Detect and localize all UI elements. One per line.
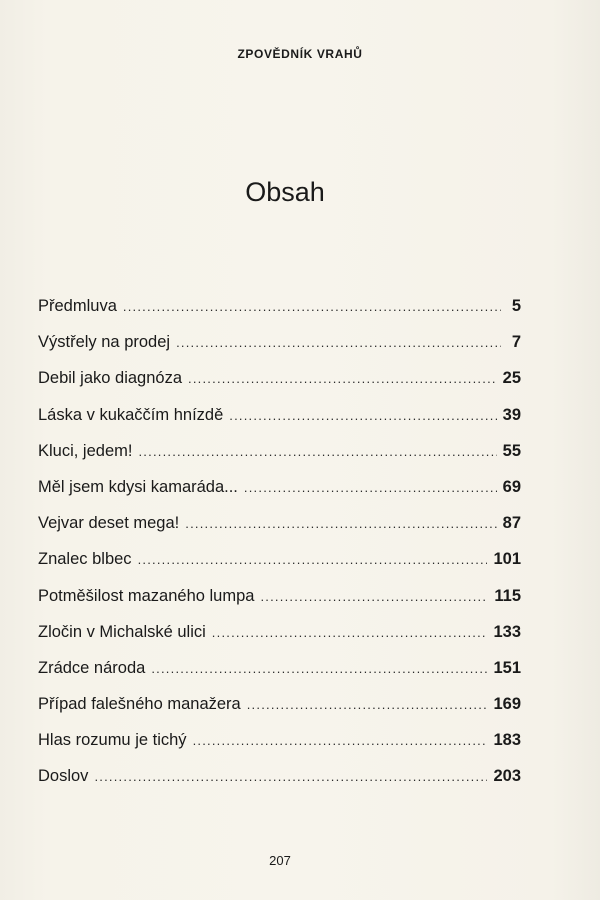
toc-entry-title: Předmluva — [38, 297, 117, 315]
table-of-contents — [38, 291, 521, 798]
toc-entry[interactable] — [38, 617, 521, 653]
dot-leader — [94, 762, 487, 792]
toc-entry-page: 39 — [502, 405, 521, 424]
dot-leader — [244, 473, 497, 503]
toc-entry[interactable] — [38, 327, 521, 363]
toc-entry-title: Zločin v Michalské ulici — [38, 622, 206, 641]
toc-entry[interactable] — [38, 581, 521, 617]
toc-entry-title: Případ falešného manažera — [38, 695, 241, 714]
running-head: ZPOVĚDNÍK VRAHŮ — [237, 47, 363, 61]
toc-entry-page: 69 — [502, 477, 521, 496]
dot-leader — [185, 509, 496, 539]
toc-entry-page: 7 — [511, 333, 521, 352]
toc-entry-page: 5 — [511, 297, 521, 315]
toc-entry-title: Doslov — [38, 767, 89, 786]
toc-entry-title: Výstřely na prodej — [38, 333, 171, 352]
dot-leader — [138, 545, 488, 575]
toc-entry-page: 115 — [494, 586, 521, 605]
toc-entry-page: 183 — [493, 731, 521, 750]
toc-entry-title: Potměšilost mazaného lumpa — [38, 586, 255, 605]
toc-entry-title: Znalec blbec — [38, 550, 132, 569]
toc-entry[interactable] — [38, 472, 521, 508]
dot-leader — [138, 437, 496, 467]
toc-entry-page: 87 — [502, 514, 521, 533]
toc-entry-title: Kluci, jedem! — [38, 441, 133, 460]
toc-entry[interactable] — [38, 544, 521, 580]
toc-entry-page: 133 — [493, 622, 521, 641]
dot-leader — [123, 292, 501, 322]
dot-leader — [176, 328, 501, 358]
toc-entry-page: 203 — [493, 767, 521, 786]
toc-entry-title: Zrádce národa — [38, 658, 146, 677]
page-title: Obsah — [245, 177, 325, 208]
toc-entry-page: 169 — [493, 695, 521, 714]
toc-entry-title: Láska v kukaččím hnízdě — [38, 405, 224, 424]
dot-leader — [212, 618, 488, 648]
toc-entry-page: 55 — [502, 441, 521, 460]
dot-leader — [151, 654, 487, 684]
toc-entry[interactable] — [38, 761, 521, 797]
dot-leader — [229, 401, 496, 431]
toc-entry-title: Hlas rozumu je tichý — [38, 731, 187, 750]
toc-entry[interactable] — [38, 436, 521, 472]
dot-leader — [188, 364, 497, 394]
toc-entry[interactable] — [38, 400, 521, 436]
toc-entry-title: Debil jako diagnóza — [38, 369, 183, 388]
toc-entry[interactable] — [38, 508, 521, 544]
toc-entry[interactable] — [38, 653, 521, 689]
toc-entry-title: Vejvar deset mega! — [38, 514, 180, 533]
toc-entry[interactable] — [38, 363, 521, 399]
toc-entry-title: Měl jsem kdysi kamaráda... — [38, 477, 238, 496]
toc-entry-page: 101 — [493, 550, 521, 569]
toc-entry-page: 151 — [493, 658, 521, 677]
toc-entry[interactable] — [38, 291, 521, 327]
page-number: 207 — [269, 853, 291, 868]
toc-entry[interactable] — [38, 725, 521, 761]
dot-leader — [193, 726, 488, 756]
toc-entry[interactable] — [38, 689, 521, 725]
toc-entry-page: 25 — [502, 369, 521, 388]
dot-leader — [260, 582, 488, 612]
dot-leader — [247, 690, 488, 720]
